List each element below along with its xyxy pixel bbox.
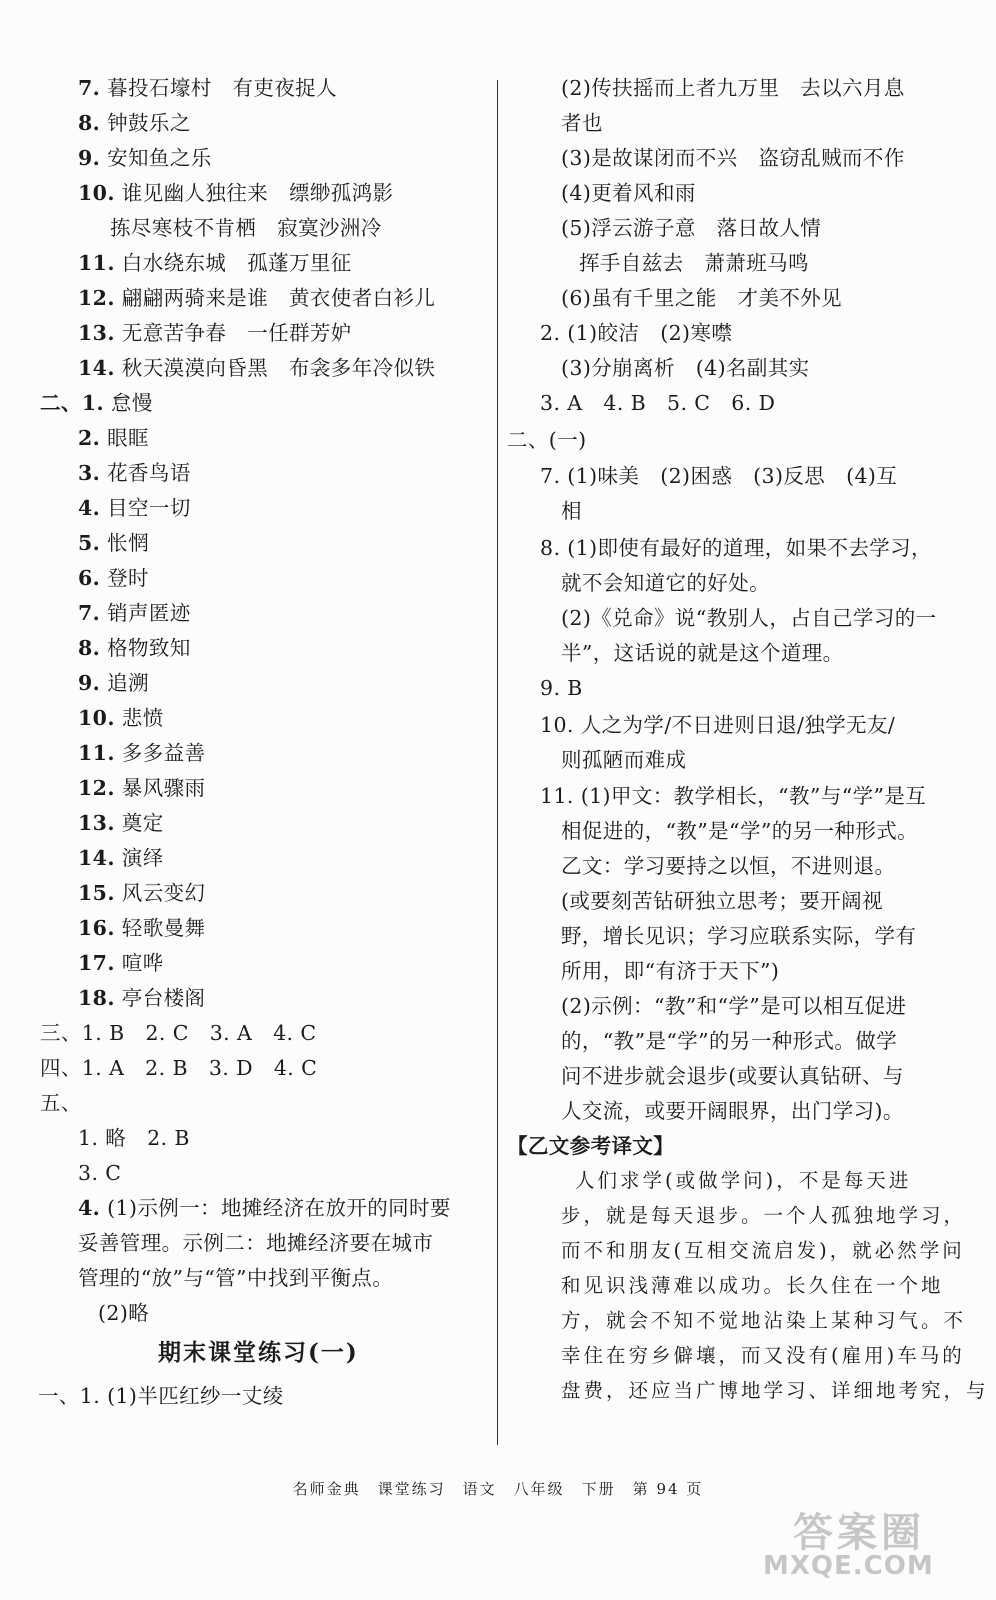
item-text: 暮投石壕村 有吏夜捉人 [100, 76, 338, 100]
answer-line: 问不进步就会退步(或要认真钻研、与 [561, 1064, 904, 1088]
answer-line [78, 809, 164, 837]
answer-line: (4)更着风和雨 [561, 181, 696, 205]
item-text: 花香鸟语 [100, 461, 191, 485]
answer-line [78, 249, 352, 277]
answer-line: 8. (1)即使有最好的道理，如果不去学习， [540, 536, 932, 560]
answer-line: 而不和朋友(互相交流启发)，就必然学问 [561, 1239, 965, 1262]
item-number: 5. [78, 531, 101, 555]
item-text: 演绎 [114, 846, 164, 870]
item-text: 悲愤 [114, 706, 164, 730]
answer-line: 2. (1)皎洁 (2)寒噤 [540, 321, 733, 345]
item-number: 9. [78, 671, 101, 695]
answer-line: 相促进的，“教”是“学”的另一种形式。 [561, 819, 919, 843]
answer-line [78, 1194, 451, 1222]
item-number: 11. [78, 741, 115, 765]
answer-line [78, 844, 164, 872]
answer-line [78, 774, 205, 802]
answer-line: (2)传扶摇而上者九万里 去以六月息 [561, 76, 905, 100]
answer-line [78, 319, 352, 347]
item-number: 11. [78, 251, 115, 275]
answer-line [78, 984, 205, 1012]
item-text: 怠慢 [104, 391, 153, 415]
item-text: 白水绕东城 孤蓬万里征 [114, 251, 352, 275]
item-text: 怅惘 [100, 531, 149, 555]
answer-line: (2)示例：“教”和“学”是可以相互促进 [561, 994, 907, 1018]
answer-line: 妥善管理。示例二：地摊经济要在城市 [78, 1231, 434, 1255]
item-number: 二、1. [40, 391, 105, 415]
section-heading: 期末课堂练习(一) [158, 1339, 359, 1366]
answer-line [78, 529, 149, 557]
answer-line [40, 389, 153, 417]
answer-line: 则孤陋而难成 [561, 748, 687, 772]
translation-heading: 【乙文参考译文】 [507, 1134, 675, 1158]
item-text: 翩翩两骑来是谁 黄衣使者白衫儿 [114, 286, 436, 310]
item-text: 多多益善 [114, 741, 206, 765]
answer-line [78, 599, 191, 627]
answer-line: 方，就会不知不觉地沾染上某种习气。不 [561, 1309, 967, 1332]
item-number: 2. [78, 426, 101, 450]
answer-line [78, 459, 191, 487]
item-text: 钟鼓乐之 [100, 111, 191, 135]
item-number: 18. [78, 986, 115, 1010]
answer-line [78, 179, 394, 207]
item-number: 15. [78, 881, 115, 905]
item-number: 12. [78, 286, 115, 310]
answer-line: 人们求学(或做学问)，不是每天进 [575, 1169, 912, 1192]
item-text: 无意苦争春 一任群芳妒 [114, 321, 352, 345]
answer-line: 和见识浅薄难以成功。长久住在一个地 [561, 1274, 944, 1297]
answer-line: (2)略 [98, 1301, 150, 1325]
answer-line: 拣尽寒枝不肯栖 寂寞沙洲冷 [110, 216, 382, 240]
item-number: 9. [78, 146, 101, 170]
item-number: 7. [78, 76, 101, 100]
item-number: 7. [78, 601, 101, 625]
item-text: 喧哗 [114, 951, 164, 975]
watermark-logo [763, 1501, 978, 1586]
item-number: 17. [78, 951, 115, 975]
answer-line [78, 354, 435, 382]
answer-line: 3. C [78, 1161, 122, 1185]
answer-line: (3)分崩离析 (4)名副其实 [561, 356, 810, 380]
item-text: 追溯 [100, 671, 149, 695]
answer-line: 管理的“放”与“管”中找到平衡点。 [78, 1266, 394, 1290]
answer-line: 9. B [540, 676, 583, 700]
item-number: 16. [78, 916, 115, 940]
item-number: 14. [78, 846, 115, 870]
item-number: 12. [78, 776, 115, 800]
answer-line: 11. (1)甲文：教学相长，“教”与“学”是互 [540, 784, 927, 808]
answer-line: 3. A 4. B 5. C 6. D [540, 391, 776, 415]
answer-line: 四、1. A 2. B 3. D 4. C [40, 1056, 318, 1080]
answer-line [78, 424, 149, 452]
answer-line: (5)浮云游子意 落日故人情 [561, 216, 822, 240]
answer-line: 乙文：学习要持之以恒，不进则退。 [561, 854, 896, 878]
answer-line: 野，增长见识；学习应联系实际，学有 [561, 924, 917, 948]
answer-line: 半”，这话说的就是这个道理。 [561, 641, 844, 665]
item-number: 10. [78, 181, 115, 205]
answer-line: 幸住在穷乡僻壤，而又没有(雇用)车马的 [561, 1344, 965, 1367]
item-number: 8. [78, 636, 101, 660]
item-number: 8. [78, 111, 101, 135]
item-text: 格物致知 [100, 636, 191, 660]
answer-line [78, 634, 191, 662]
item-number: 4. [78, 496, 101, 520]
answer-line [78, 914, 205, 942]
answer-line: 1. 略 2. B [78, 1126, 190, 1150]
answer-line [78, 494, 191, 522]
answer-line: 相 [561, 499, 582, 523]
item-text: 登时 [100, 566, 149, 590]
answer-line [78, 949, 164, 977]
answer-line [78, 74, 337, 102]
answer-line [78, 109, 191, 137]
answer-line: (3)是故谋闭而不兴 盗窃乱贼而不作 [561, 146, 905, 170]
answer-line [78, 879, 205, 907]
answer-line [78, 739, 205, 767]
answer-line [78, 704, 164, 732]
answer-line: 步，就是每天退步。一个人孤独地学习， [561, 1204, 967, 1227]
answer-line [78, 144, 212, 172]
answer-line [78, 669, 149, 697]
answer-line: 人交流，或要开阔眼界，出门学习)。 [561, 1099, 904, 1123]
answer-line: (6)虽有千里之能 才美不外见 [561, 286, 843, 310]
watermark-bottom-text: MXQE.COM [763, 1551, 934, 1581]
item-text: 眼眶 [100, 426, 149, 450]
item-text: 暴风骤雨 [114, 776, 206, 800]
item-text: 目空一切 [100, 496, 191, 520]
item-number: 13. [78, 811, 115, 835]
item-text: 奠定 [114, 811, 164, 835]
watermark-top-text: 答案圈 [793, 1510, 925, 1556]
answer-line: 就不会知道它的好处。 [561, 571, 770, 595]
item-number: 4. [78, 1196, 101, 1220]
answer-line: 所用，即“有济于天下”) [561, 959, 780, 983]
answer-line: 7. (1)味美 (2)困惑 (3)反思 (4)互 [540, 464, 898, 488]
item-text: 销声匿迹 [100, 601, 191, 625]
item-text: 安知鱼之乐 [100, 146, 212, 170]
answer-line: (或要刻苦钻研独立思考；要开阔视 [561, 889, 883, 913]
item-number: 3. [78, 461, 101, 485]
answer-line: 的，“教”是“学”的另一种形式。做学 [561, 1029, 898, 1053]
item-number: 14. [78, 356, 115, 380]
answer-line: 一、1. (1)半匹红纱一丈绫 [38, 1384, 284, 1408]
column-divider [497, 80, 498, 1445]
item-text: 轻歌曼舞 [114, 916, 206, 940]
item-text: 亭台楼阁 [114, 986, 206, 1010]
item-text: 秋天漠漠向昏黑 布衾多年冷似铁 [114, 356, 436, 380]
answer-line: 10. 人之为学/不日进则日退/独学无友/ [540, 713, 896, 737]
answer-line: 二、(一) [507, 428, 587, 452]
answer-line [78, 284, 435, 312]
item-number: 13. [78, 321, 115, 345]
page-footer: 名师金典 课堂练习 语文 八年级 下册 第 94 页 [292, 1480, 704, 1498]
answer-line: 三、1. B 2. C 3. A 4. C [40, 1021, 317, 1045]
answer-line: 盘费，还应当广博地学习、详细地考究，与 [561, 1379, 989, 1402]
answer-line: 者也 [561, 111, 603, 135]
answer-line: 五、 [40, 1091, 82, 1115]
item-number: 6. [78, 566, 101, 590]
item-text: 风云变幻 [114, 881, 206, 905]
item-number: 10. [78, 706, 115, 730]
answer-line: 挥手自兹去 萧萧班马鸣 [579, 251, 809, 275]
answer-line: (2)《兑命》说“教别人，占自己学习的一 [561, 606, 937, 630]
answer-line [78, 564, 149, 592]
item-text: (1)示例一：地摊经济在放开的同时要 [100, 1196, 451, 1220]
item-text: 谁见幽人独往来 缥缈孤鸿影 [114, 181, 394, 205]
